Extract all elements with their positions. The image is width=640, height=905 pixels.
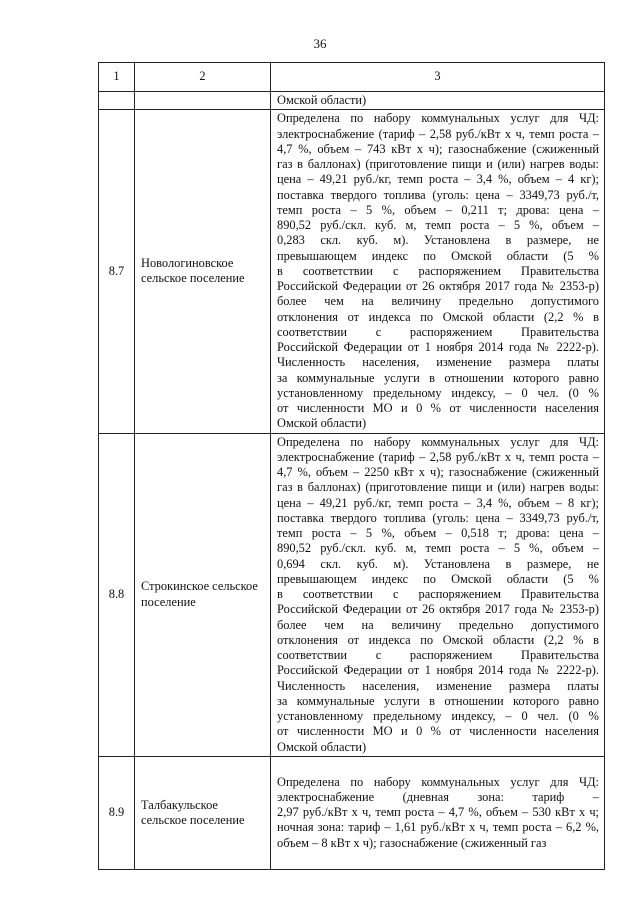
description-line: электроснабжение (тариф – 2,58 руб./кВт х ч, темп роста – xyxy=(277,449,599,464)
description-line: цена – 49,21 руб./кг, темп роста – 3,4 %, объем – 4 кг); xyxy=(277,172,599,187)
table-row xyxy=(99,110,605,433)
settlement-name: Новологиновское сельское поселение xyxy=(135,110,271,433)
description-line: от численности МО и 0 % от численности населения xyxy=(277,724,599,739)
description-line: превышающем индекс по Омской области (5 % xyxy=(277,248,599,263)
description-line: цена – 49,21 руб./кг, темп роста – 3,4 %, объем – 8 кг); xyxy=(277,495,599,510)
description-line: отклонения от индекса по Омской области (2,2 % в xyxy=(277,632,599,647)
description-line: Омской области) xyxy=(277,416,367,431)
description-line: 0,283 скл. куб. м). Установлена в размере, не xyxy=(277,233,599,248)
description-line: Численность населения, изменение размера платы xyxy=(277,678,599,693)
header-col-2: 2 xyxy=(135,63,271,92)
tariff-table xyxy=(98,62,605,870)
continuation-text: Омской области) xyxy=(271,92,605,110)
settlement-name: Строкинское сельское поселение xyxy=(135,433,271,756)
description-line: Российской Федерации от 26 октября 2017 года № 2353-р) xyxy=(277,602,599,617)
description-line: поставка твердого топлива (уголь: цена – 3349,73 руб./т, xyxy=(277,510,599,525)
description-line: соответствии с распоряжением Правительства xyxy=(277,648,599,662)
description-line: 890,52 руб./скл. куб. м, темп роста – 5 %, объем – xyxy=(277,541,599,556)
description-line: электроснабжение (тариф – 2,58 руб./кВт х ч, темп роста – xyxy=(277,126,599,141)
description-line: газ в баллонах) (приготовление пищи и (или) нагрев воды: xyxy=(277,480,599,495)
description-line: в соответствии с распоряжением Правительства xyxy=(277,263,599,278)
description-line: более чем на величину предельно допустимого xyxy=(277,617,599,632)
continuation-row xyxy=(99,92,605,110)
description-line: превышающем индекс по Омской области (5 % xyxy=(277,571,599,586)
description-line: установленному предельному индексу, – 0 чел. (0 % xyxy=(277,385,599,400)
table-row xyxy=(99,756,605,869)
description-line: Омской области) xyxy=(277,739,367,754)
description-line: 4,7 %, объем – 2250 кВт х ч); газоснабжение (сжиженный xyxy=(277,465,599,479)
description-line: объем – 8 кВт х ч); газоснабжение (сжиженный газ xyxy=(277,835,547,850)
description-line: Российской Федерации от 26 октября 2017 года № 2353-р) xyxy=(277,279,599,293)
description-line: Определена по набору коммунальных услуг для ЧД: xyxy=(277,774,599,789)
description-line: 890,52 руб./скл. куб. м, темп роста – 5 %, объем – xyxy=(277,218,599,232)
description-line: темп роста – 5 %, объем – 0,518 т; дрова: цена – xyxy=(277,526,599,540)
header-col-1: 1 xyxy=(99,63,135,92)
description-line: за коммунальные услуги в отношении которого равно xyxy=(277,370,599,385)
table-row xyxy=(99,433,605,756)
description-line: 2,97 руб./кВт х ч, темп роста – 4,7 %, объем – 530 кВт х ч; xyxy=(277,805,599,820)
description-line: отклонения от индекса по Омской области (2,2 % в xyxy=(277,309,599,324)
row-number: 8.9 xyxy=(99,756,135,869)
description-line: темп роста – 5 %, объем – 0,211 т; дрова: цена – xyxy=(277,202,599,217)
header-col-3: 3 xyxy=(271,63,605,92)
description-line: Определена по набору коммунальных услуг для ЧД: xyxy=(277,111,599,126)
description-line: соответствии с распоряжением Правительства xyxy=(277,324,599,339)
description-line: за коммунальные услуги в отношении которого равно xyxy=(277,693,599,708)
description-line: 0,694 скл. куб. м). Установлена в размере, не xyxy=(277,556,599,571)
description-line: ночная зона: тариф – 1,61 руб./кВт х ч, темп роста – 6,2 %, xyxy=(277,820,599,835)
description-line: газ в баллонах) (приготовление пищи и (или) нагрев воды: xyxy=(277,157,599,171)
description-line: Численность населения, изменение размера платы xyxy=(277,355,599,370)
description-line: Российской Федерации от 1 ноября 2014 года № 2222-р). xyxy=(277,663,599,678)
page-number: 36 xyxy=(313,36,327,51)
description-cell xyxy=(271,756,605,869)
description-line: более чем на величину предельно допустимого xyxy=(277,294,599,309)
description-line: в соответствии с распоряжением Правительства xyxy=(277,587,599,601)
description-line: Определена по набору коммунальных услуг для ЧД: xyxy=(277,434,599,449)
description-line: от численности МО и 0 % от численности населения xyxy=(277,401,599,415)
table-header-row xyxy=(99,63,605,92)
description-line: установленному предельному индексу, – 0 чел. (0 % xyxy=(277,709,599,723)
settlement-name: Талбакульское сельское поселение xyxy=(135,756,271,869)
description-line: Российской Федерации от 1 ноября 2014 года № 2222-р). xyxy=(277,340,599,354)
row-number: 8.8 xyxy=(99,433,135,756)
description-line: поставка твердого топлива (уголь: цена – 3349,73 руб./т, xyxy=(277,187,599,202)
description-line: электроснабжение (дневная зона: тариф – xyxy=(277,789,599,804)
description-line: 4,7 %, объем – 743 кВт х ч); газоснабжение (сжиженный xyxy=(277,141,599,156)
description-cell xyxy=(271,433,605,756)
description-cell xyxy=(271,110,605,433)
row-number: 8.7 xyxy=(99,110,135,433)
